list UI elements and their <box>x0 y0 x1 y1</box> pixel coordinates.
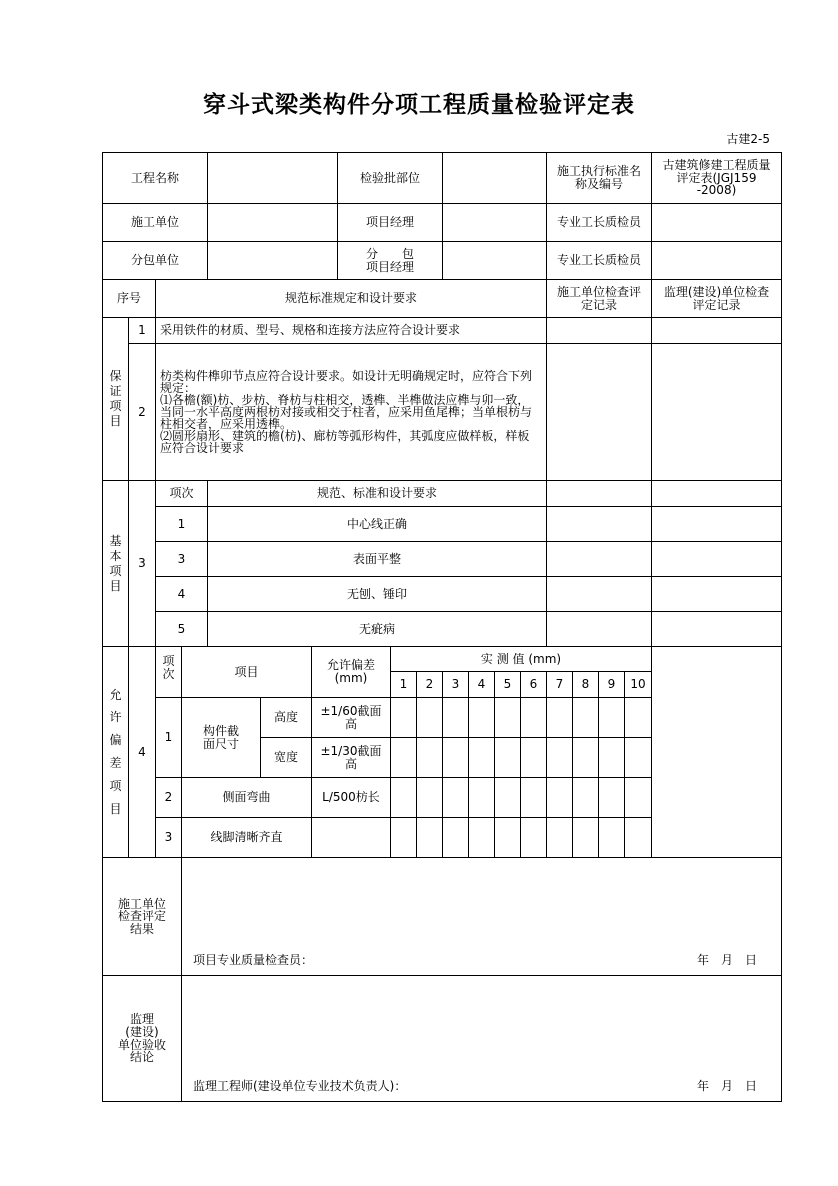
measure-col-header: 1 <box>390 671 417 698</box>
measured-value-cell[interactable] <box>442 817 469 858</box>
deviation-item-name: 构件截 面尺寸 <box>181 697 261 778</box>
measured-value-cell[interactable] <box>442 697 469 738</box>
standard-value: 古建筑修建工程质量 评定表(JGJ159 -2008) <box>651 152 782 204</box>
measured-value-cell[interactable] <box>390 737 417 778</box>
measured-value-cell[interactable] <box>468 817 495 858</box>
supervisor-record-header: 监理(建设)单位检查 评定记录 <box>651 279 782 318</box>
measured-value-cell[interactable] <box>390 817 417 858</box>
standard-label: 施工执行标准名 称及编号 <box>546 152 652 204</box>
basic-item-no: 3 <box>155 541 208 577</box>
measured-value-cell[interactable] <box>624 697 652 738</box>
measured-value-cell[interactable] <box>416 697 443 738</box>
measure-col-header: 8 <box>572 671 599 698</box>
project-manager-field[interactable] <box>442 203 547 242</box>
basic-contractor-record[interactable] <box>546 506 652 542</box>
deviation-supervisor-record[interactable] <box>651 646 782 858</box>
measured-value-cell[interactable] <box>598 697 625 738</box>
project-name-label: 工程名称 <box>102 152 208 204</box>
measured-value-cell[interactable] <box>520 817 547 858</box>
measured-value-cell[interactable] <box>546 697 573 738</box>
deviation-item-name: 侧面弯曲 <box>181 777 312 818</box>
form-code: 古建2-5 <box>726 132 770 146</box>
deviation-label: 允 许 偏 差 项 目 <box>102 646 129 858</box>
basic-item-text: 无刨、锤印 <box>207 576 547 612</box>
basic-contractor-record[interactable] <box>546 611 652 647</box>
basic-item-text: 无疵病 <box>207 611 547 647</box>
basic-contractor-record[interactable] <box>546 576 652 612</box>
measured-value-cell[interactable] <box>468 697 495 738</box>
contractor-record-header: 施工单位检查评 定记录 <box>546 279 652 318</box>
measured-value-cell[interactable] <box>494 817 521 858</box>
measured-value-cell[interactable] <box>546 817 573 858</box>
deviation-item-no: 2 <box>155 777 182 818</box>
basic-contractor-record[interactable] <box>546 480 652 507</box>
basic-supervisor-record[interactable] <box>651 576 782 612</box>
deviation-item-sub: 宽度 <box>260 737 312 778</box>
basic-item-text: 表面平整 <box>207 541 547 577</box>
basic-item-text: 中心线正确 <box>207 506 547 542</box>
measured-value-cell[interactable] <box>494 737 521 778</box>
deviation-col-item: 项目 <box>181 646 312 698</box>
measured-value-cell[interactable] <box>546 737 573 778</box>
basic-no: 3 <box>128 480 156 647</box>
deviation-item-no: 1 <box>155 697 182 778</box>
basic-contractor-record[interactable] <box>546 541 652 577</box>
deviation-item-no: 3 <box>155 817 182 858</box>
supervisor-signer-label: 监理工程师(建设单位专业技术负责人)： <box>193 1079 407 1093</box>
measured-value-cell[interactable] <box>468 777 495 818</box>
measured-value-cell[interactable] <box>442 737 469 778</box>
requirement-header: 规范标准规定和设计要求 <box>155 279 547 318</box>
measured-value-cell[interactable] <box>520 697 547 738</box>
measure-col-header: 6 <box>520 671 547 698</box>
measured-value-cell[interactable] <box>624 737 652 778</box>
foreman-inspector-field[interactable] <box>651 203 782 242</box>
basic-supervisor-record[interactable] <box>651 506 782 542</box>
basic-item-no: 5 <box>155 611 208 647</box>
deviation-item-tolerance: ±1/30截面 高 <box>311 737 391 778</box>
measured-value-cell[interactable] <box>416 777 443 818</box>
project-manager-label: 项目经理 <box>337 203 443 242</box>
project-name-field[interactable] <box>207 152 338 204</box>
guarantee-supervisor-record[interactable] <box>651 317 782 344</box>
measured-value-cell[interactable] <box>572 737 599 778</box>
subcontractor-label: 分包单位 <box>102 241 208 280</box>
measured-value-cell[interactable] <box>494 697 521 738</box>
deviation-item-tolerance: L/500枋长 <box>311 777 391 818</box>
measured-value-cell[interactable] <box>572 777 599 818</box>
foreman-inspector-label: 专业工长质检员 <box>546 203 652 242</box>
deviation-item-tolerance <box>311 817 391 858</box>
measured-value-cell[interactable] <box>416 817 443 858</box>
measured-value-cell[interactable] <box>442 777 469 818</box>
guarantee-item-no: 1 <box>128 317 156 344</box>
measured-value-cell[interactable] <box>390 697 417 738</box>
foreman-inspector-field-2[interactable] <box>651 241 782 280</box>
foreman-inspector-label-2: 专业工长质检员 <box>546 241 652 280</box>
guarantee-item-no: 2 <box>128 343 156 481</box>
guarantee-contractor-record[interactable] <box>546 343 652 481</box>
contractor-field[interactable] <box>207 203 338 242</box>
measured-value-cell[interactable] <box>390 777 417 818</box>
deviation-col-item-no: 项 次 <box>155 646 182 698</box>
contractor-label: 施工单位 <box>102 203 208 242</box>
measured-value-cell[interactable] <box>624 777 652 818</box>
measured-value-cell[interactable] <box>572 817 599 858</box>
measure-col-header: 3 <box>442 671 469 698</box>
contractor-signer-label: 项目专业质量检查员： <box>193 953 314 967</box>
deviation-item-name: 线脚清晰齐直 <box>181 817 312 858</box>
measured-value-cell[interactable] <box>572 697 599 738</box>
measure-col-header: 2 <box>416 671 443 698</box>
measured-value-cell[interactable] <box>520 777 547 818</box>
basic-item-no: 4 <box>155 576 208 612</box>
deviation-col-tolerance: 允许偏差 (mm) <box>311 646 391 698</box>
measured-value-cell[interactable] <box>494 777 521 818</box>
guarantee-item-text: 采用铁件的材质、型号、规格和连接方法应符合设计要求 <box>155 317 547 344</box>
deviation-no: 4 <box>128 646 156 858</box>
basic-supervisor-record[interactable] <box>651 480 782 507</box>
measure-col-header: 5 <box>494 671 521 698</box>
measured-value-cell[interactable] <box>598 817 625 858</box>
measure-col-header: 9 <box>598 671 625 698</box>
sub-manager-label: 分 包 项目经理 <box>337 241 443 280</box>
deviation-col-measured: 实 测 值 (mm) <box>390 646 652 672</box>
sub-manager-field[interactable] <box>442 241 547 280</box>
subcontractor-field[interactable] <box>207 241 338 280</box>
basic-col-item: 项次 <box>155 480 208 507</box>
form-title: 穿斗式梁类构件分项工程质量检验评定表 <box>203 92 635 118</box>
measured-value-cell[interactable] <box>624 817 652 858</box>
supervisor-result-label: 监理 (建设) 单位验收 结论 <box>102 975 182 1102</box>
guarantee-item-text: 枋类构件榫卯节点应符合设计要求。如设计无明确规定时，应符合下列规定： ⑴各檐(额)枋、步枋、脊枋与柱相交，透榫、半榫做法应榫与卯一致，当同一水平高度两根枋对接或相交于柱者，应采用鱼尾榫；当单根枋与柱相交者，应采用透榫。 ⑵圆形扇形、建筑的檐(枋)、廊枋等弧形构件，其弧度应做样板，样板应符合设计要求 <box>155 343 547 481</box>
guarantee-supervisor-record[interactable] <box>651 343 782 481</box>
measured-value-cell[interactable] <box>598 777 625 818</box>
deviation-item-tolerance: ±1/60截面 高 <box>311 697 391 738</box>
guarantee-label: 保 证 项 目 <box>102 317 129 481</box>
basic-col-req: 规范、标准和设计要求 <box>207 480 547 507</box>
basic-label: 基 本 项 目 <box>102 480 129 647</box>
basic-item-no: 1 <box>155 506 208 542</box>
guarantee-contractor-record[interactable] <box>546 317 652 344</box>
measure-col-header: 10 <box>624 671 652 698</box>
contractor-date: 年 月 日 <box>697 953 758 967</box>
measured-value-cell[interactable] <box>520 737 547 778</box>
measured-value-cell[interactable] <box>416 737 443 778</box>
deviation-item-sub: 高度 <box>260 697 312 738</box>
measured-value-cell[interactable] <box>546 777 573 818</box>
measure-col-header: 7 <box>546 671 573 698</box>
basic-supervisor-record[interactable] <box>651 541 782 577</box>
measure-col-header: 4 <box>468 671 495 698</box>
inspection-part-label: 检验批部位 <box>337 152 443 204</box>
measured-value-cell[interactable] <box>598 737 625 778</box>
supervisor-date: 年 月 日 <box>697 1079 758 1093</box>
measured-value-cell[interactable] <box>468 737 495 778</box>
basic-supervisor-record[interactable] <box>651 611 782 647</box>
seq-header: 序号 <box>102 279 156 318</box>
inspection-part-field[interactable] <box>442 152 547 204</box>
contractor-result-label: 施工单位 检查评定 结果 <box>102 857 182 976</box>
